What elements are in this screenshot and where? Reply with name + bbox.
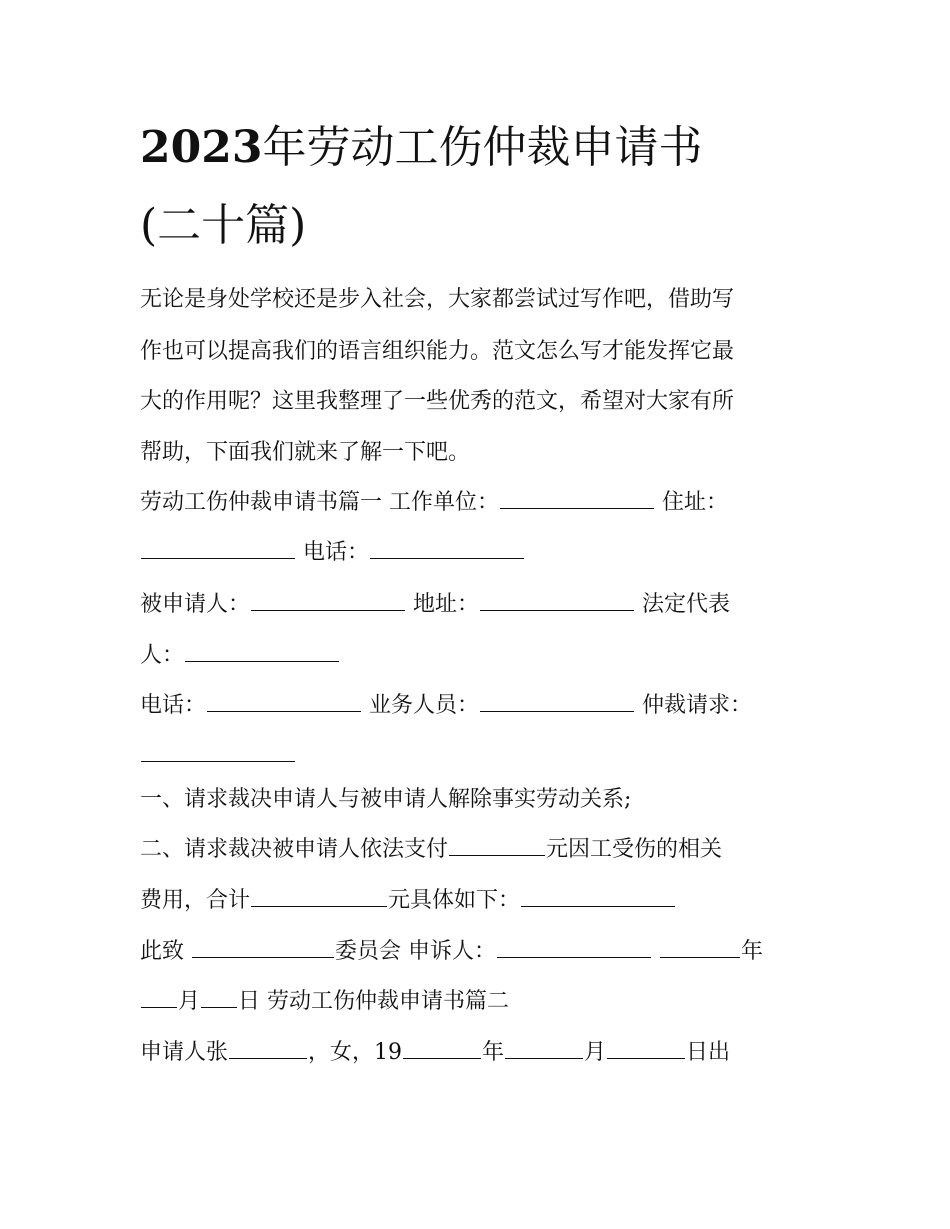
blank-name <box>229 1038 307 1059</box>
blank-birth-year <box>403 1038 481 1059</box>
title-year: 2023 <box>140 122 263 173</box>
blank-month <box>141 987 177 1008</box>
form-line-9: 费用，合计 元具体如下： <box>140 886 676 916</box>
blank-birth-day <box>607 1038 685 1059</box>
blank-work-unit <box>500 488 654 509</box>
doc-title-line1 <box>140 110 840 186</box>
form-line-6 <box>140 741 296 771</box>
doc-title-line2: (二十篇) <box>140 200 307 251</box>
blank-legal-rep <box>185 641 339 662</box>
blank-address <box>141 538 295 559</box>
blank-committee <box>192 937 334 958</box>
blank-respondent-phone <box>207 691 361 712</box>
title-text: 年劳动工伤仲裁申请书 <box>262 122 703 173</box>
form-line-4: 人： <box>140 641 340 671</box>
form-line-7: 一、请求裁决申请人与被申请人解除事实劳动关系; <box>140 787 632 812</box>
blank-staff <box>480 691 634 712</box>
form-line-5: 电话： 业务人员： 仲裁请求： <box>140 693 753 718</box>
intro-line-1: 无论是身处学校还是步入社会，大家都尝试过写作吧，借助写 <box>140 287 735 312</box>
form-line-8: 二、请求裁决被申请人依法支付 元因工受伤的相关 <box>140 837 723 862</box>
intro-line-3: 大的作用呢？这里我整理了一些优秀的范文，希望对大家有所 <box>140 389 735 414</box>
blank-total <box>251 886 387 907</box>
blank-day <box>201 987 237 1008</box>
blank-year <box>660 937 740 958</box>
blank-amount <box>449 835 545 856</box>
form-line-10: 此致 委员会 申诉人： 年 <box>140 939 764 964</box>
form-line-3: 被申请人： 地址： 法定代表 <box>140 592 731 617</box>
blank-appellant <box>497 937 651 958</box>
blank-phone <box>370 538 524 559</box>
blank-claims <box>141 741 295 762</box>
form-line-2: 电话： <box>140 538 525 568</box>
form-line-1: 劳动工伤仲裁申请书篇一 工作单位： 住址： <box>140 490 728 515</box>
intro-line-2: 作也可以提高我们的语言组织能力。范文怎么写才能发挥它最 <box>140 339 735 364</box>
blank-details <box>521 886 675 907</box>
form-line-12: 申请人张 ，女，19 年 月 日出 <box>140 1040 731 1065</box>
blank-respondent <box>251 590 405 611</box>
form-line-11: 月 日 劳动工伤仲裁申请书篇二 <box>140 987 509 1017</box>
intro-line-4: 帮助，下面我们就来了解一下吧。 <box>140 440 471 465</box>
blank-birth-month <box>505 1038 583 1059</box>
blank-respondent-address <box>480 590 634 611</box>
